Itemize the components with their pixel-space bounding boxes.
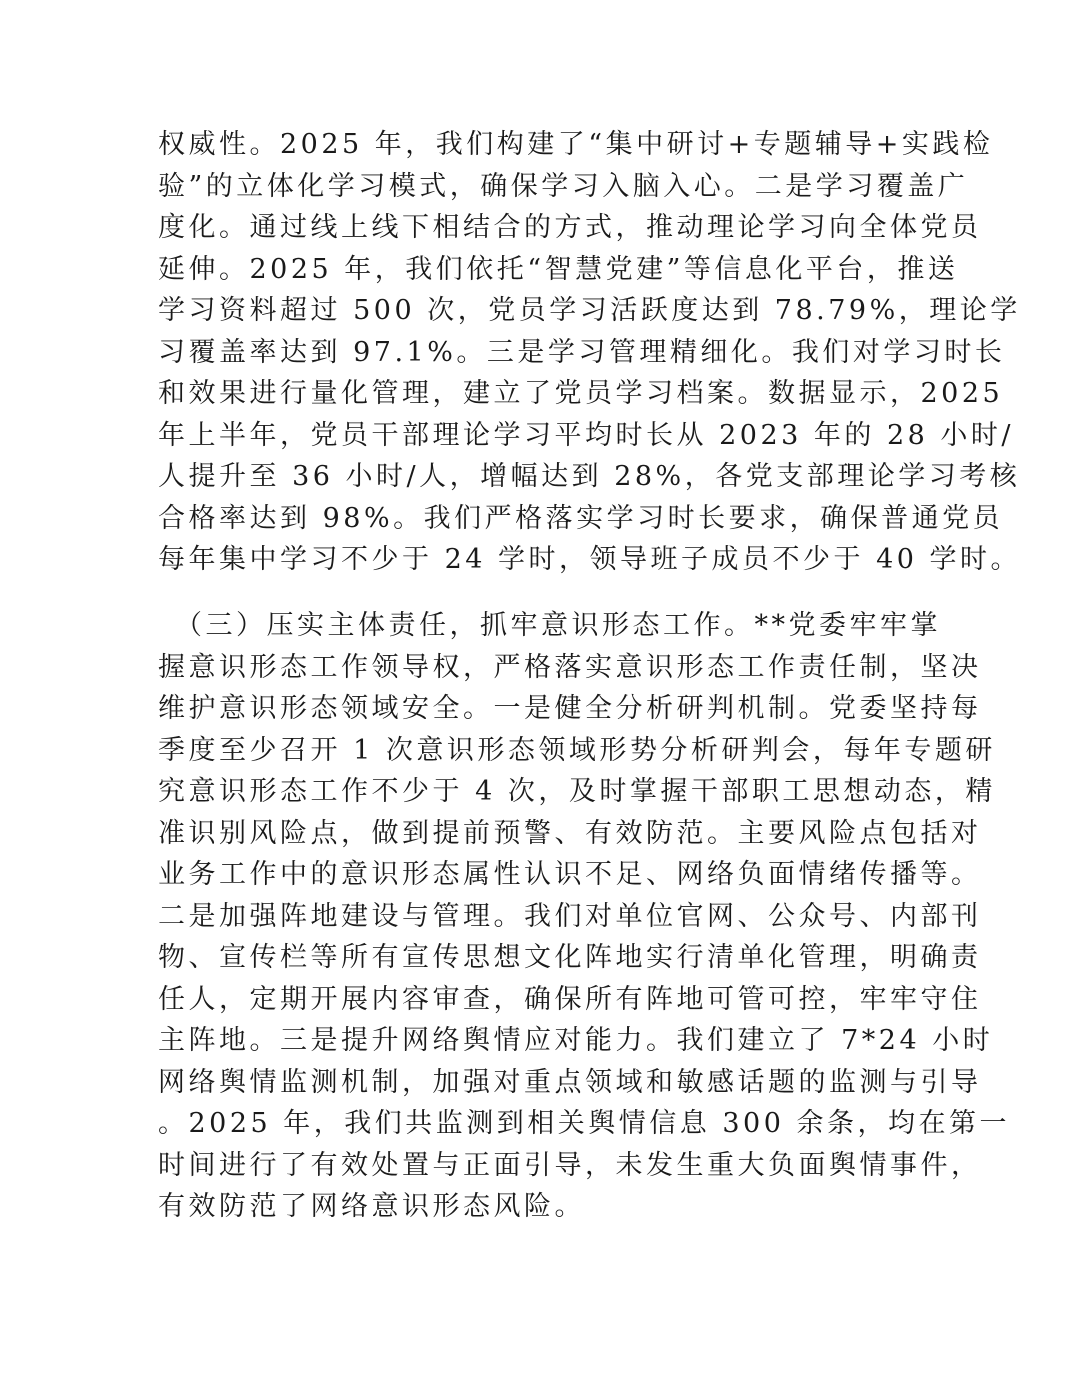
text-line: 究意识形态工作不少于 4 次，及时掌握干部职工思想动态，精	[158, 776, 996, 807]
text-line: 有效防范了网络意识形态风险。	[158, 1191, 585, 1222]
text-line: 业务工作中的意识形态属性认识不足、网络负面情绪传播等。	[158, 859, 982, 890]
text-line: 人提升至 36 小时/人，增幅达到 28%，各党支部理论学习考核	[158, 461, 1021, 492]
text-line: 季度至少召开 1 次意识形态领域形势分析研判会，每年专题研	[158, 734, 996, 766]
text-line: 准识别风险点，做到提前预警、有效防范。主要风险点包括对	[158, 817, 982, 849]
text-line: 。2025 年，我们共监测到相关舆情信息 300 余条，均在第一	[158, 1108, 1010, 1139]
text-line: 主阵地。三是提升网络舆情应对能力。我们建立了 7*24 小时	[158, 1025, 994, 1056]
text-line: 握意识形态工作领导权，严格落实意识形态工作责任制，坚决	[158, 651, 982, 683]
text-line: 网络舆情监测机制，加强对重点领域和敏感话题的监测与引导	[158, 1066, 982, 1098]
text-line: 延伸。2025 年，我们依托“智慧党建”等信息化平台，推送	[158, 253, 959, 285]
text-line: 维护意识形态领域安全。一是健全分析研判机制。党委坚持每	[158, 693, 982, 724]
text-line: 年上半年，党员干部理论学习平均时长从 2023 年的 28 小时/	[158, 419, 1014, 451]
text-line: 学习资料超过 500 次，党员学习活跃度达到 78.79%，理论学	[158, 295, 1021, 326]
text-line: 二是加强阵地建设与管理。我们对单位官网、公众号、内部刊	[158, 900, 982, 932]
text-line: 度化。通过线上线下相结合的方式，推动理论学习向全体党员	[158, 212, 982, 243]
text-line: 时间进行了有效处置与正面引导，未发生重大负面舆情事件，	[158, 1149, 982, 1181]
text-line: 验”的立体化学习模式，确保学习入脑入心。二是学习覆盖广	[158, 170, 969, 202]
paragraph-ideology-work	[158, 605, 1010, 1228]
section-heading-line: （三）压实主体责任，抓牢意识形态工作。**党委牢牢掌	[158, 610, 941, 641]
text-line: 每年集中学习不少于 24 学时，领导班子成员不少于 40 学时。	[158, 544, 1022, 575]
text-line: 和效果进行量化管理，建立了党员学习档案。数据显示，2025	[158, 378, 1004, 409]
text-line: 合格率达到 98%。我们严格落实学习时长要求，确保普通党员	[158, 502, 1004, 534]
text-line: 权威性。2025 年，我们构建了“集中研讨+专题辅导+实践检	[158, 129, 994, 160]
paragraph-study-coverage	[158, 124, 1022, 581]
text-line: 习覆盖率达到 97.1%。三是学习管理精细化。我们对学习时长	[158, 336, 1006, 368]
text-line: 物、宣传栏等所有宣传思想文化阵地实行清单化管理，明确责	[158, 942, 982, 973]
text-line: 任人，定期开展内容审查，确保所有阵地可管可控，牢牢守住	[158, 983, 982, 1015]
